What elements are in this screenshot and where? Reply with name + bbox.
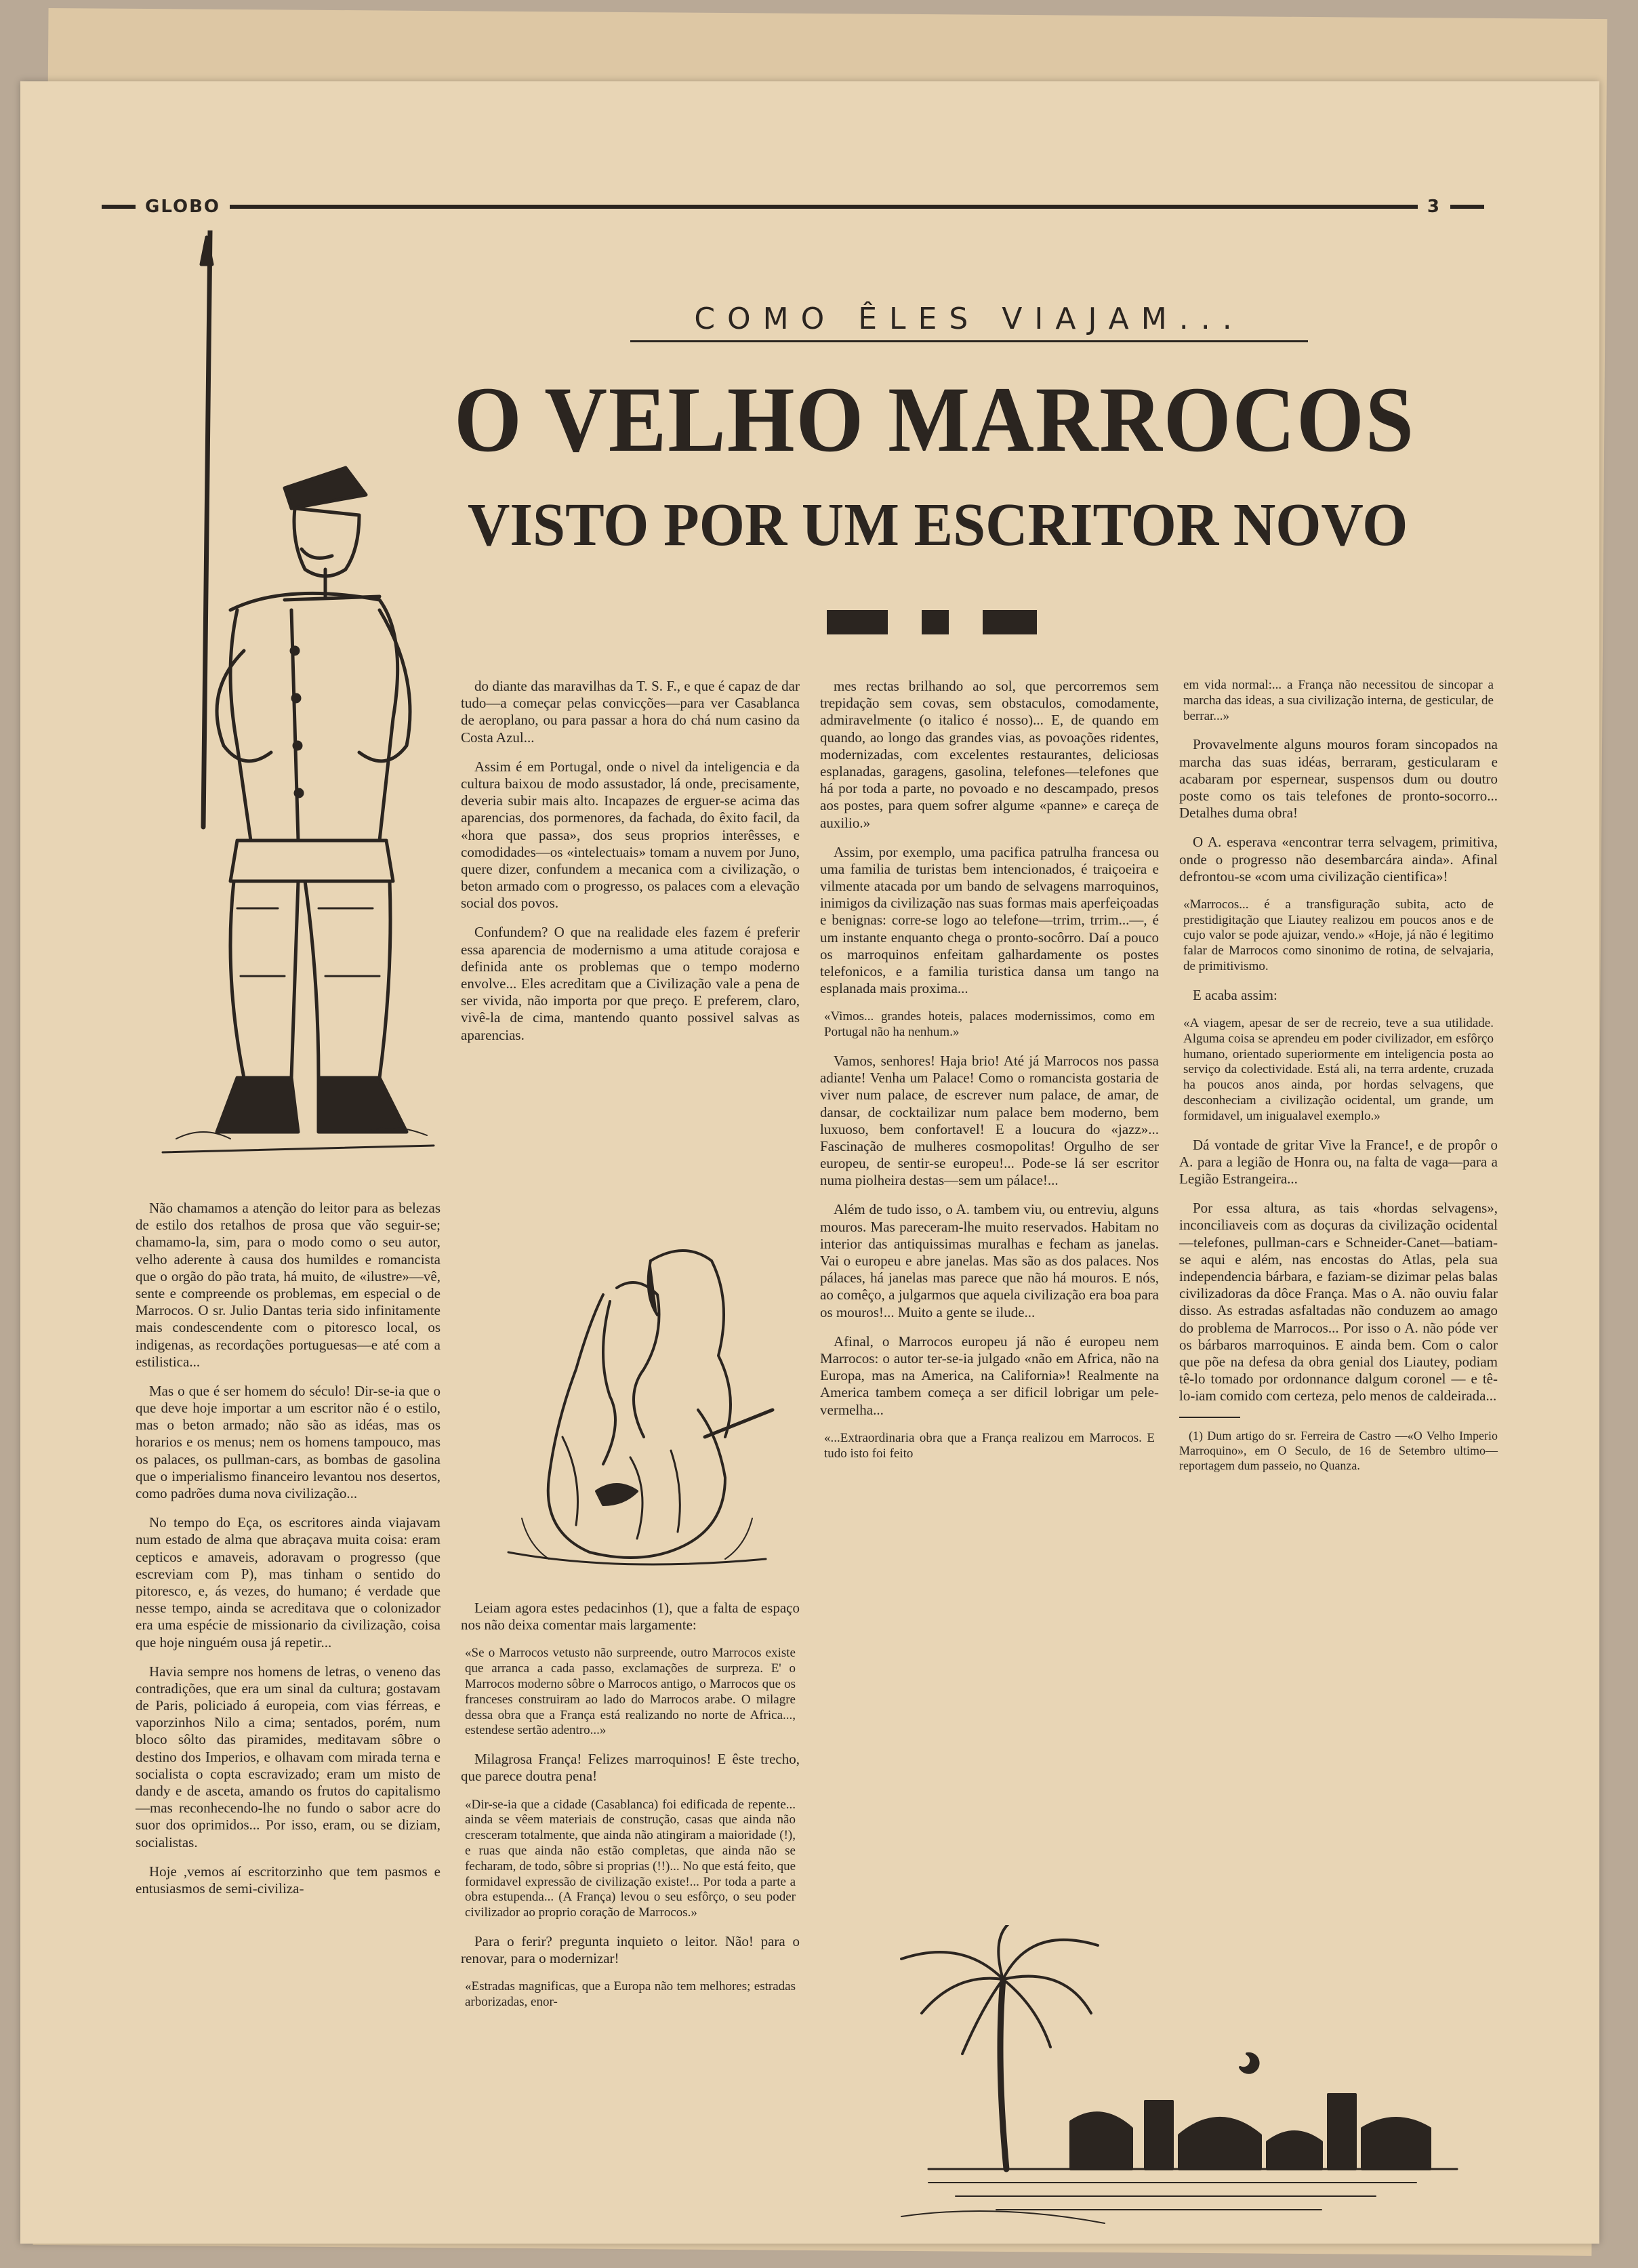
article-subtitle: VISTO POR UM ESCRITOR NOVO <box>468 491 1408 559</box>
paragraph: Leiam agora estes pedacinhos (1), que a falta de espaço nos não deixa comentar mais largamente: <box>461 1600 800 1634</box>
paragraph: Mas o que é ser homem do século! Dir-se-ia que o que deve hoje importar a um escritor não é o estilo, mas o beton armado; não são as idéas, mas os horarios e os menus; nem os homens tampouco, mas os palaces, os pullman-cars, as bombas de gasolina que o imperialismo financeiro levantou nos desertos, como padrões duma nova civilização... <box>136 1382 441 1501</box>
paragraph: O A. esperava «encontrar terra selvagem, primitiva, onde o progresso não desembarcára ainda». Afinal defrontou-se «com uma civilização cientifica»! <box>1179 834 1498 885</box>
paragraph: Hoje ,vemos aí escritorzinho que tem pasmos e entusiasmos de semi-civiliza- <box>136 1863 441 1897</box>
quote: «Se o Marrocos vetusto não surpreende, outro Marrocos existe que arranca a cada passo, exclamações de surpreza. E' o Marrocos moderno sôbre o Marrocos antigo, o Marrocos que os franceses construiram ao lado do Marrocos arabe. O milagre dessa obra que a França está realizando no norte de Africa..., estendese sertão adentro...» <box>465 1646 796 1738</box>
paragraph: Além de tudo isso, o A. tambem viu, ou entreviu, alguns mouros. Mas pareceram-lhe muito reservados. Habitam no interior das antiquissimas muralhas e fecham as janelas. Vai o europeu e abre janelas. Mas são as dos palaces. Nos pálaces, há janelas mas parece que não há mouros. E nós, ao comêço, a julgarmos que aquela civilização era boa para os mouros!... Muito a gente se ilude... <box>820 1201 1159 1320</box>
page-number: 3 <box>1427 197 1441 217</box>
paragraph: Por essa altura, as tais «hordas selvagens», inconciliaveis com as doçuras da civilização ocidental—telefones, pullman-cars e Schneider-Canet—batiam-se aqui e além, nas encostas do Atlas, pela sua independencia bárbara, e faziam-se dizimar pelas balas civilizadoras da dôce França. Mas o A. não ouviu falar disso. As estradas asfaltadas não conduzem ao amago do problema de Marrocos... Por isso o A. não póde ver os bárbaros marroquinos. E ainda bem. Com o calor que põe na defesa da obra genial dos Liautey, podiam tê-lo tomado por ordonnance dalgum coronel — e tê-lo-iam comido com certeza, pelo menos de caldeirada... <box>1179 1200 1498 1404</box>
article-kicker: COMO ÊLES VIAJAM... <box>630 302 1308 342</box>
quote: «Vimos... grandes hoteis, palaces modernissimos, como em Portugal não ha nenhum.» <box>824 1009 1155 1040</box>
paragraph: Não chamamos a atenção do leitor para as belezas de estilo dos retalhos de prosa que vão seguir-se; chamamo-la, sim, para o modo como o seu autor, velho aderente à causa dos humildes e romancista que o orgão do pão trata, há muito, de «ilustre»—vê, sente e compreende os problemas, em especial o de Marrocos. O sr. Julio Dantas teria sido infinitamente mais condescendente com o pitoresco local, os indigenas, as recordações portuguesas—e até com a estilistica... <box>136 1200 441 1370</box>
soldier-illustration <box>122 230 447 1193</box>
header-rule-left <box>102 205 136 209</box>
header-rule-middle <box>230 205 1418 209</box>
header-rule-right <box>1450 205 1484 209</box>
paragraph: No tempo do Eça, os escritores ainda viajavam num estado de alma que abraçava muita coisa: eram cepticos e amaveis, adoravam o progresso (que escreviam com P), mas tinham o sentido do pitoresco, e, ás vezes, do humano; é verdade que nesse tempo, ainda se acreditava que o colonizador era uma espécie de missionario da civilização, coisa que hoje ninguém ousa já repetir... <box>136 1514 441 1651</box>
paragraph: Assim é em Portugal, onde o nivel da inteligencia e da cultura baixou de modo assustador, lá onde, precisamente, deveria subir mais alto. Incapazes de erguer-se acima das aparencias, dos pormenores, da fachada, do êxito facil, da «hora que passa», dos seus proprios interêsses, e comodidades—os «intelectuais» tomam a nuvem por Juno, quere dizer, confundem a mecanica com a civilização, o beton armado com o progresso, os palaces com a elevação social dos povos. <box>461 758 800 912</box>
paragraph: Vamos, senhores! Haja brio! Até já Marrocos nos passa adiante! Venha um Palace! Como o romancista gostaria de viver num palace, de escrever num palace, de amar, de dansar, de cocktailizar num palace bem moderno, bem luxuoso, bem confortavel! E a loucura do «jazz»... Fascinação de mulheres cosmopolitas! Orgulho de ser europeu, de sentir-se europeu!... Pode-se lá ser escritor numa piolheira destas—sem um pálace!... <box>820 1052 1159 1189</box>
ornament-bar <box>922 610 949 634</box>
article-column-3 <box>820 678 1159 1474</box>
article-column-1 <box>136 1200 441 1909</box>
page-header <box>102 197 1484 217</box>
ornament-bar <box>827 610 888 634</box>
newspaper-page <box>20 81 1599 2244</box>
article-column-4 <box>1179 678 1498 1485</box>
seated-figures-illustration <box>481 1234 793 1573</box>
title-ornament <box>827 610 1037 634</box>
palm-tree-city-illustration <box>861 1925 1471 2230</box>
quote: em vida normal:... a França não necessitou de sincopar a marcha das ideas, a sua civilização interna, de gesticular, de berrar...» <box>1183 678 1494 723</box>
paragraph: Para o ferir? pregunta inquieto o leitor. Não! para o renovar, para o modernizar! <box>461 1932 800 1967</box>
paragraph: Confundem? O que na realidade eles fazem é preferir essa aparencia de modernismo a uma atitude corajosa e definida ante os problemas que o tempo moderno envolve... Eles acreditam que a Civilização vale a pena de ser vivida, não importa por que preço. E preferem, claro, vivê-la de cima, mantendo quanto possivel salvas as aparencias. <box>461 924 800 1043</box>
paragraph: do diante das maravilhas da T. S. F., e que é capaz de dar tudo—a começar pelas convicções—para ver Casablanca de aeroplano, ou para passar a hora do chá num casino da Costa Azul... <box>461 678 800 746</box>
paragraph: mes rectas brilhando ao sol, que percorremos sem trepidação sem covas, sem obstaculos, comodamente, admiravelmente (o italico é nosso)... E, de quando em quando, ao longo das grandes vias, as povoações ridentes, modernizadas, com excelentes restaurantes, deliciosas esplanadas, garagens, gasolina, telefones—telefones que há por toda a parte, no povoado e no descampado, presos aos postes, para quem sofrer algume «panne» e careça de auxilio.» <box>820 678 1159 831</box>
quote: «Dir-se-ia que a cidade (Casablanca) foi edificada de repente... ainda se vêem materiais de construção, casas que ainda não cresceram totalmente, que ainda não atingiram a maioridade (!), e ruas que ainda não estão completas, que ainda não se fecharam, de todo, sôbre si proprias (!!)... No que está feito, que formidavel expressão de civilização existe!... Por toda a parte a obra estupenda... (A França) levou o seu esfôrço, o seu poder civilizador ao proprio coração de Marrocos.» <box>465 1797 796 1920</box>
paragraph: Milagrosa França! Felizes marroquinos! E êste trecho, que parece doutra pena! <box>461 1751 800 1785</box>
article-column-2-bottom <box>461 1600 800 2023</box>
footnote: (1) Dum artigo do sr. Ferreira de Castro —«O Velho Imperio Marroquino», em O Seculo, de 16 de Setembro ultimo—reportagem dum passeio, no Quanza. <box>1179 1429 1498 1472</box>
ornament-bar <box>983 610 1037 634</box>
paragraph: Havia sempre nos homens de letras, o veneno das contradições, que era um sinal da cultura; gostavam de Paris, policiado á europeia, com vias férreas, e vaporzinhos Nilo a cima; sentados, porém, num bloco sôlto das piramides, meditavam sôbre o destino dos Imperios, e olhavam com mirada terna e socialista o copta escravizado; eram um misto de dandy e de asceta, amando os frutos do capitalismo—mas reconhecendo-lhe no fundo o sabor acre do suor dos oprimidos... Por isso, eram, ou se diziam, socialistas. <box>136 1663 441 1850</box>
paragraph: E acaba assim: <box>1193 986 1277 1003</box>
quote: «A viagem, apesar de ser de recreio, teve a sua utilidade. Alguma coisa se aprendeu em poder civilizador, em esfôrço humano, orientado superiormente em inteligencia posta ao serviço da colectividade. Está ali, na terra ardente, cruzada ha poucos anos ainda, por hordas selvagens, que desconheciam a civilização ocidental, um grande, um formidavel, um inigualavel exemplo.» <box>1183 1016 1494 1123</box>
paragraph: Afinal, o Marrocos europeu já não é europeu nem Marrocos: o autor ter-se-ia julgado «não em Africa, não na Europa, mas na America, na California»! Realmente na America tambem começa a ser dificil lobrigar um pele-vermelha... <box>820 1333 1159 1418</box>
article-column-2-top <box>461 678 800 1056</box>
article-title: O VELHO MARROCOS <box>454 367 1415 471</box>
paragraph: Dá vontade de gritar Vive la France!, e de propôr o A. para a legião de Honra ou, na falta de vaga—para a Legião Estrangeira... <box>1179 1136 1498 1188</box>
paragraph: Assim, por exemplo, uma pacifica patrulha francesa ou uma familia de turistas bem intencionados, é traiçoeira e vilmente atacada por um bando de selvagens marroquinos, inimigos da civilização nas suas formas mais aperfeiçoadas e benignas: corre-se logo ao telefone—trrim, trrim...—, é um instante enquanto chega o pronto-socôrro. Daí a pouco os marroquinos enfeitam galhardamente os postes telefonicos, e a familia turistica dansa um tango na esplanada mais proxima... <box>820 843 1159 997</box>
quote: «Estradas magnificas, que a Europa não tem melhores; estradas arborizadas, enor- <box>465 1979 796 2010</box>
paragraph: Provavelmente alguns mouros foram sincopados na marcha das suas idéas, berraram, gesticularam e acabaram por espernear, suspensos dum ou doutro poste como os tais telefones de pronto-socorro... Detalhes duma obra! <box>1179 736 1498 822</box>
footnote-divider <box>1179 1417 1240 1418</box>
publication-name: GLOBO <box>145 197 221 217</box>
quote: «Marrocos... é a transfiguração subita, acto de prestidigitação que Liautey realizou em poucos anos e de cujo valor se pode ajuizar, vendo.» «Hoje, já não é legitimo falar de Marrocos como sinonimo de rotina, de selvajaria, de primitivismo. <box>1183 897 1494 974</box>
quote: «...Extraordinaria obra que a França realizou em Marrocos. E tudo isto foi feito <box>824 1430 1155 1461</box>
